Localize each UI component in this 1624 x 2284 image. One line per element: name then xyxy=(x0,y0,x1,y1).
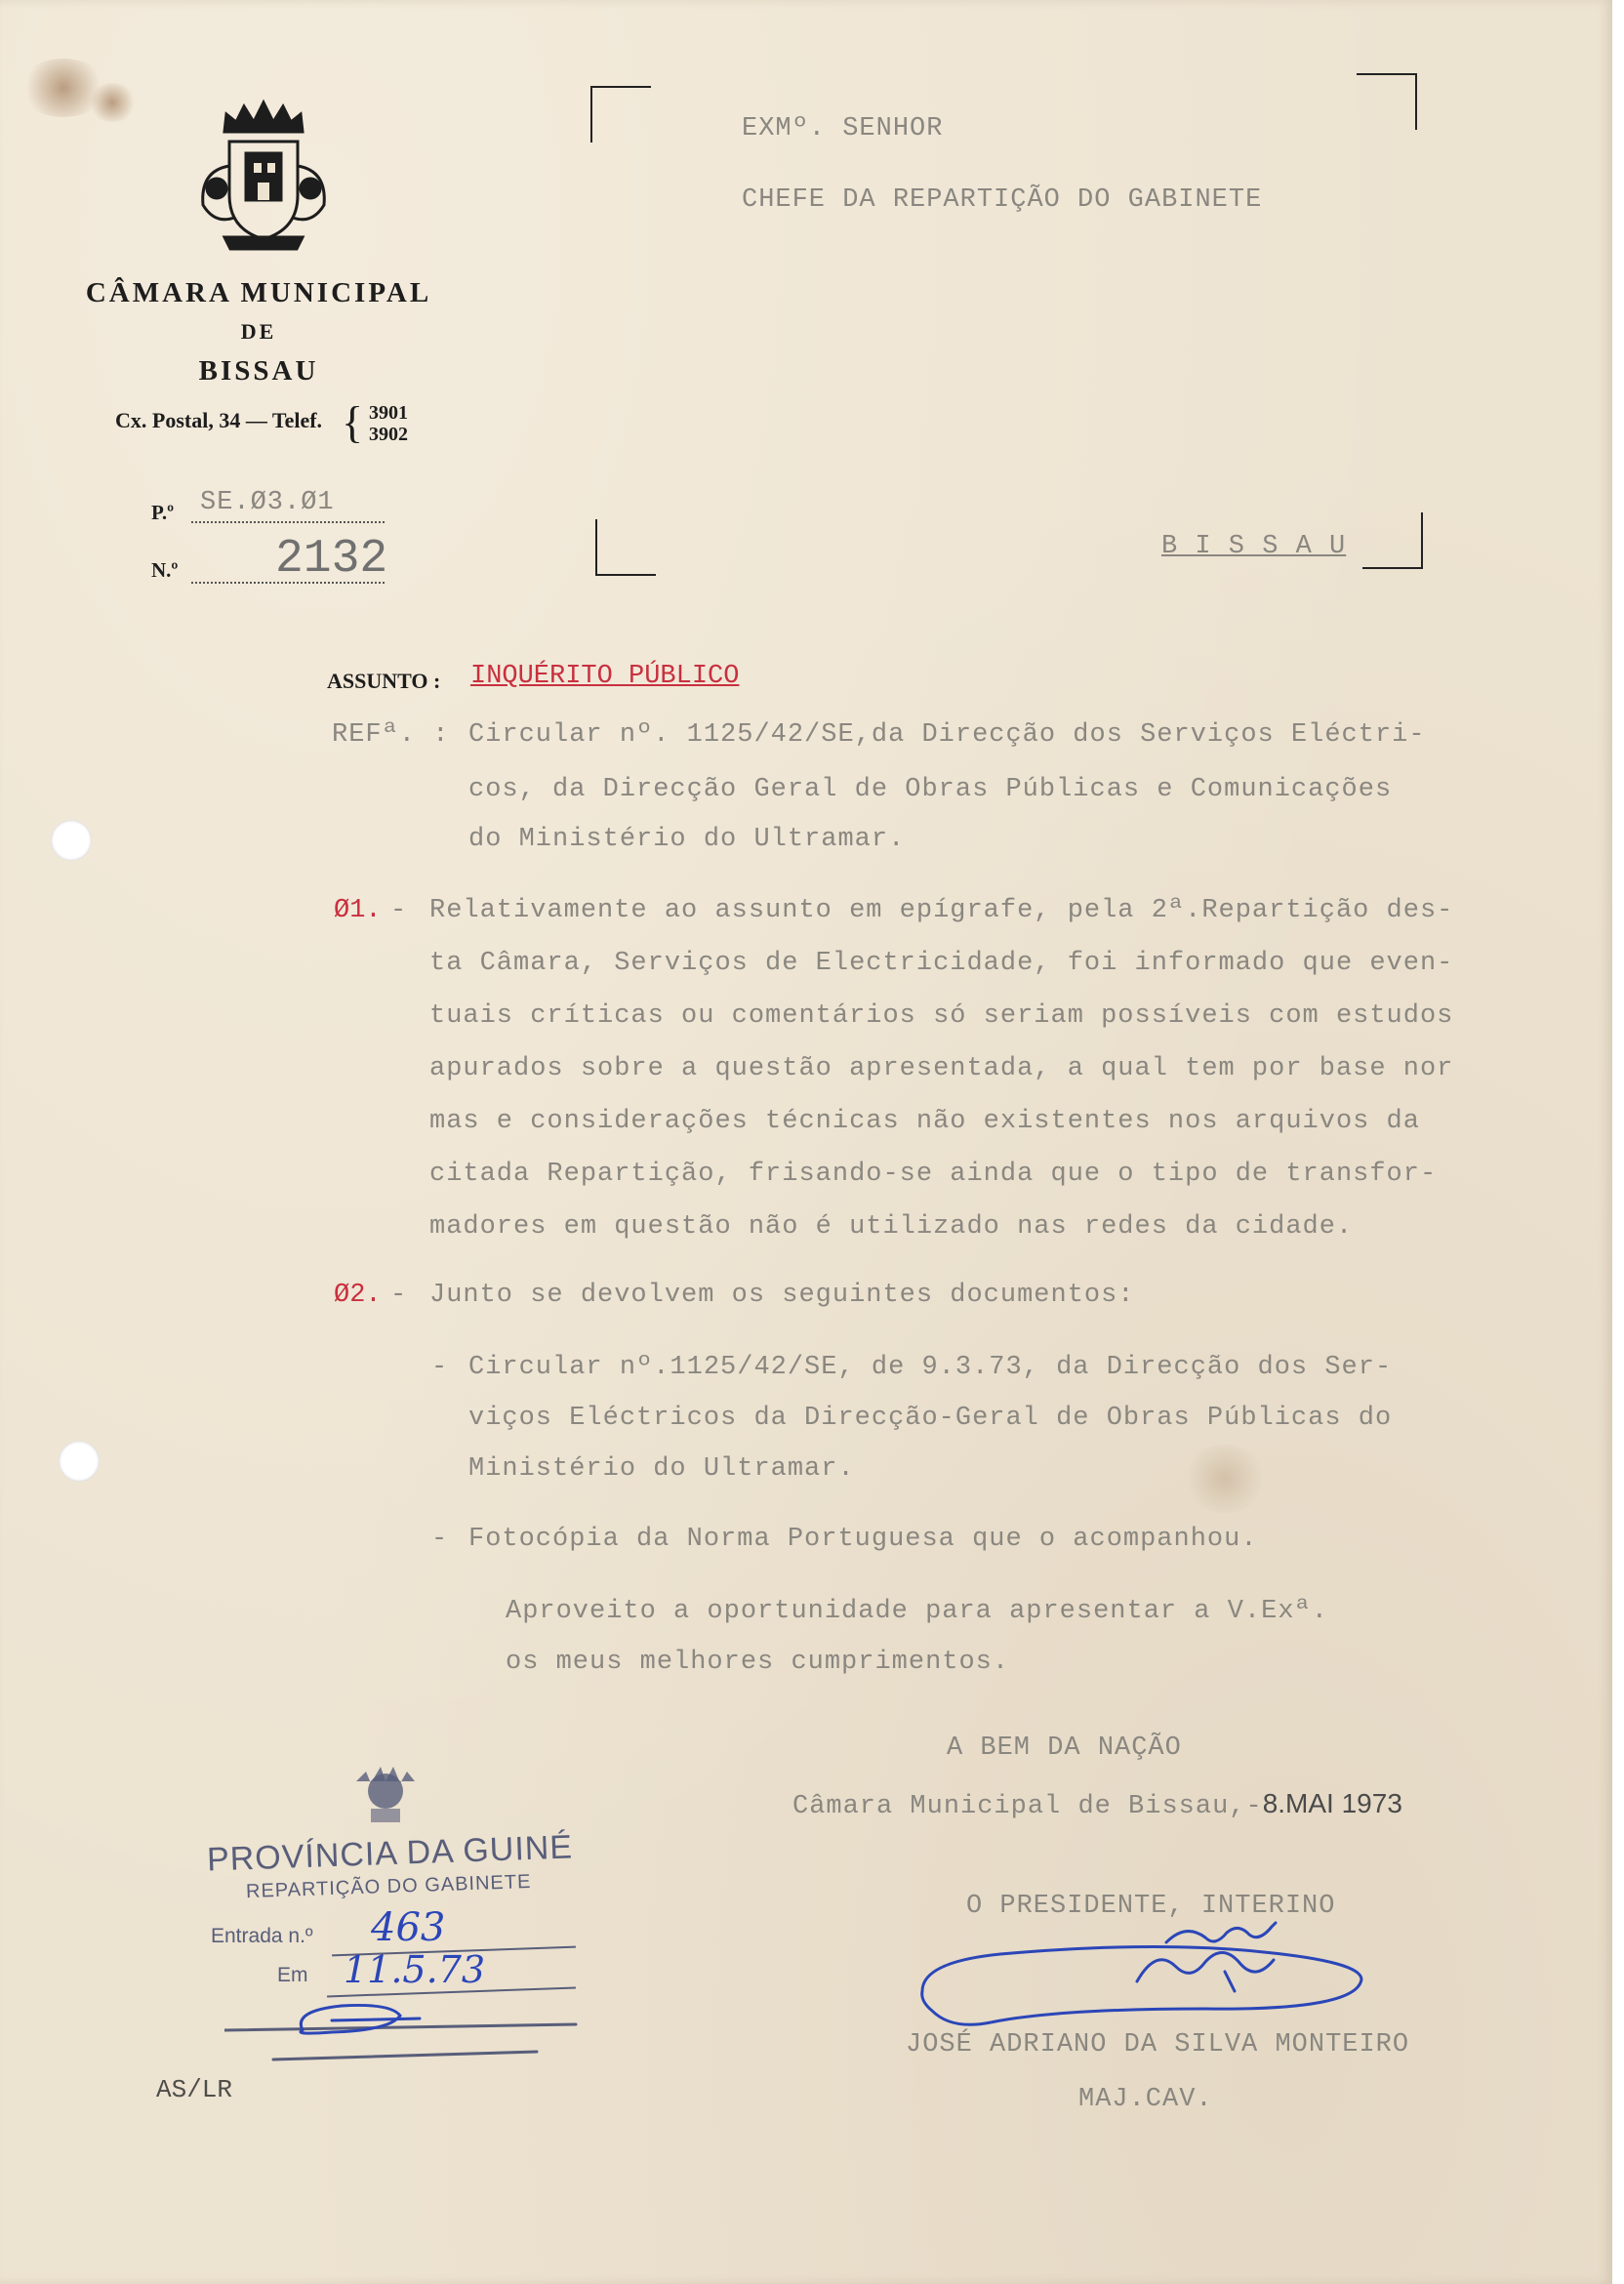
organization-name xyxy=(68,273,449,390)
punch-hole xyxy=(59,1441,100,1482)
org-line-2: DE xyxy=(240,319,277,344)
bullet: - xyxy=(431,1525,449,1554)
section-2-intro: Junto se devolvem os seguintes documentos: xyxy=(429,1281,1135,1310)
stamp-line-1: PROVÍNCIA DA GUINÉ xyxy=(206,1828,574,1879)
addressee-line-1: EXMº. SENHOR xyxy=(742,114,944,143)
stamp-entry-value: 463 xyxy=(371,1905,446,1950)
section-1-line: tuais críticas ou comentários só seriam possíveis com estudos xyxy=(429,1001,1454,1031)
subject-value: INQUÉRITO PÚBLICO xyxy=(470,662,740,691)
section-1-line: mas e considerações técnicas não existentes nos arquivos da xyxy=(429,1107,1420,1136)
closing-line-2: os meus melhores cumprimentos. xyxy=(506,1648,1010,1677)
signatory-name: JOSÉ ADRIANO DA SILVA MONTEIRO xyxy=(906,2030,1410,2060)
process-label: P.º xyxy=(151,501,175,524)
punch-hole xyxy=(51,820,92,861)
rust-stain xyxy=(1181,1445,1269,1513)
bullet: - xyxy=(431,1353,449,1382)
stamp-emblem-icon xyxy=(337,1762,434,1830)
addressee-line-2: CHEFE DA REPARTIÇÃO DO GABINETE xyxy=(742,185,1263,215)
place-date-typed: Câmara Municipal de Bissau,- xyxy=(792,1792,1263,1821)
closing-line-1: Aproveito a oportunidade para apresentar a V.Exª. xyxy=(506,1597,1328,1626)
signature-role: O PRESIDENTE, INTERINO xyxy=(966,1892,1336,1921)
address-corner-bottom-left xyxy=(595,519,656,576)
section-1-line: Relativamente ao assunto em epígrafe, pela 2ª.Repartição des- xyxy=(429,896,1454,925)
coat-of-arms-icon xyxy=(185,93,342,254)
address-corner-bottom-right xyxy=(1362,512,1423,569)
stamp-entry-label: Entrada n.º xyxy=(211,1925,313,1947)
reference-line: do Ministério do Ultramar. xyxy=(468,825,906,854)
motto: A BEM DA NAÇÃO xyxy=(947,1733,1182,1763)
section-1-line: apurados sobre a questão apresentada, a qual tem por base nor xyxy=(429,1054,1454,1083)
place-date xyxy=(792,1788,1402,1821)
phone-numbers xyxy=(369,402,408,445)
postal-info: Cx. Postal, 34 — Telef. xyxy=(115,408,323,432)
signatory-rank: MAJ.CAV. xyxy=(1078,2085,1213,2114)
process-value: SE.Ø3.Ø1 xyxy=(200,488,335,517)
stamp-line-2: REPARTIÇÃO DO GABINETE xyxy=(245,1870,532,1903)
signature-scribble xyxy=(913,1913,1376,2040)
typist-initials: AS/LR xyxy=(156,2075,233,2104)
addressee-city: B I S S A U xyxy=(1161,532,1347,561)
brace-symbol: { xyxy=(342,397,364,447)
section-1-line: madores em questão não é utilizado nas redes da cidade. xyxy=(429,1212,1354,1242)
stamp-date-label: Em xyxy=(277,1964,308,1986)
list-item-line: Fotocópia da Norma Portuguesa que o acompanhou. xyxy=(468,1525,1258,1554)
phone-2: 3902 xyxy=(369,424,408,445)
section-2-number: Ø2. xyxy=(334,1281,382,1310)
reference-line: cos, da Direcção Geral de Obras Públicas e Comunicações xyxy=(468,775,1393,804)
section-1-number: Ø1. xyxy=(334,896,382,925)
section-2-dash: - xyxy=(390,1281,408,1310)
list-item-line: Ministério do Ultramar. xyxy=(468,1454,855,1484)
process-underline xyxy=(191,521,385,523)
phone-1: 3901 xyxy=(369,402,408,424)
stamp-initials-scribble xyxy=(224,1991,595,2069)
section-1-line: ta Câmara, Serviços de Electricidade, foi informado que even- xyxy=(429,949,1454,978)
section-1-line: citada Repartição, frisando-se ainda que o tipo de transfor- xyxy=(429,1160,1438,1189)
list-item-line: viços Eléctricos da Direcção-Geral de Obras Públicas do xyxy=(468,1404,1393,1433)
address-corner-top-right xyxy=(1357,73,1417,130)
reference-line: Circular nº. 1125/42/SE,da Direcção dos Serviços Eléctri- xyxy=(468,720,1426,750)
reference-label: REFª. : xyxy=(332,720,450,750)
list-item-line: Circular nº.1125/42/SE, de 9.3.73, da Direcção dos Ser- xyxy=(468,1353,1393,1382)
address-corner-top-left xyxy=(590,86,651,143)
org-line-1: CÂMARA MUNICIPAL xyxy=(85,277,432,308)
org-line-3: BISSAU xyxy=(198,355,319,387)
section-1-dash: - xyxy=(390,896,408,925)
date-stamped: 8.MAI 1973 xyxy=(1262,1788,1402,1818)
number-label: N.º xyxy=(151,558,179,582)
subject-label: ASSUNTO : xyxy=(327,669,441,693)
rust-stain xyxy=(88,83,137,122)
stamp-date-value: 11.5.73 xyxy=(344,1948,486,1991)
number-value: 2132 xyxy=(275,533,388,586)
